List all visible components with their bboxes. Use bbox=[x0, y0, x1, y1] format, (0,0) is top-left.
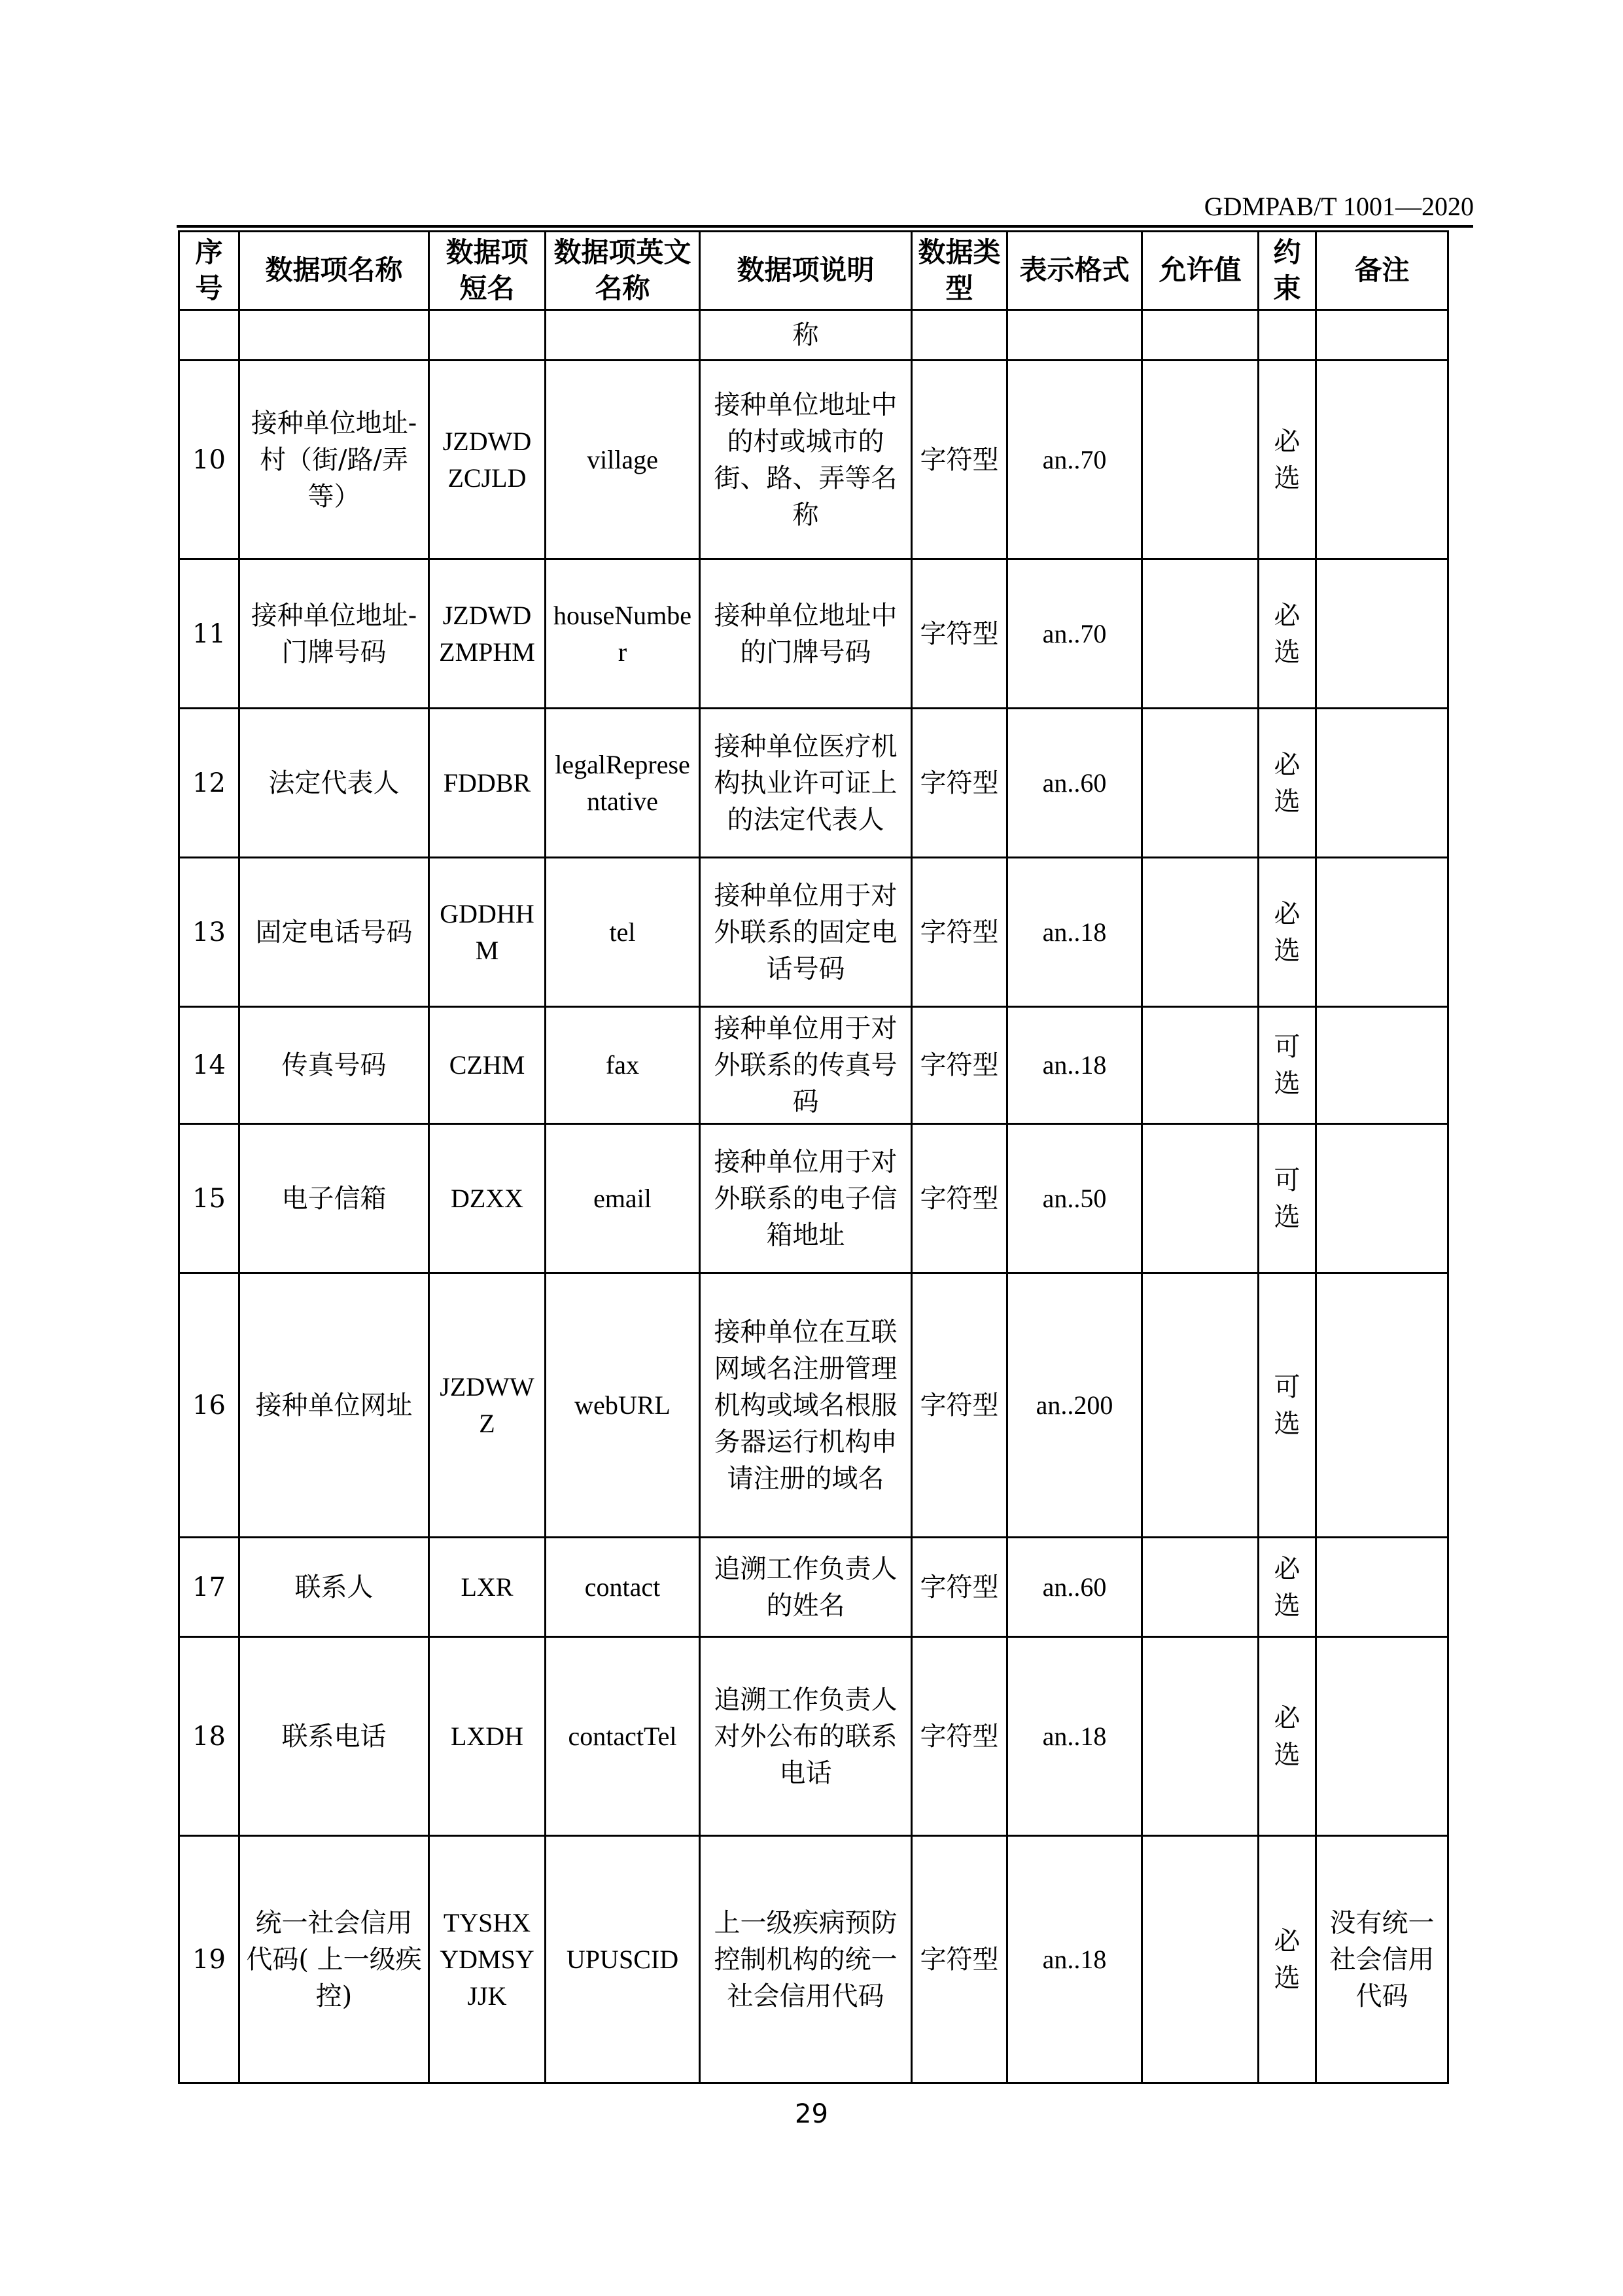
table-header-row bbox=[179, 232, 1448, 310]
page-number: 29 bbox=[795, 2099, 828, 2129]
header-constraint: 约束 bbox=[1259, 232, 1316, 310]
row-note bbox=[1316, 1273, 1448, 1538]
header-data-type: 数据类型 bbox=[912, 232, 1007, 310]
header-rule bbox=[177, 225, 1473, 228]
row-description: 追溯工作负责人的姓名 bbox=[700, 1538, 912, 1637]
table-row bbox=[179, 559, 1448, 709]
header-note: 备注 bbox=[1316, 232, 1448, 310]
header-description: 数据项说明 bbox=[700, 232, 912, 310]
row-format bbox=[1007, 310, 1142, 361]
row-name: 法定代表人 bbox=[239, 709, 429, 858]
row-short-name: GDDHHM bbox=[429, 858, 546, 1007]
row-description: 接种单位用于对外联系的传真号码 bbox=[700, 1007, 912, 1124]
row-description: 接种单位地址中的村或城市的街、路、弄等名称 bbox=[700, 361, 912, 559]
header-allowed-values: 允许值 bbox=[1142, 232, 1259, 310]
row-short-name: TYSHXYDMSYJJK bbox=[429, 1836, 546, 2083]
row-description: 追溯工作负责人对外公布的联系电话 bbox=[700, 1637, 912, 1836]
row-allowed-values bbox=[1142, 1836, 1259, 2083]
row-short-name: LXDH bbox=[429, 1637, 546, 1836]
row-english-name: fax bbox=[546, 1007, 700, 1124]
table-row bbox=[179, 858, 1448, 1007]
row-allowed-values bbox=[1142, 709, 1259, 858]
row-data-type: 字符型 bbox=[912, 709, 1007, 858]
row-data-type: 字符型 bbox=[912, 1273, 1007, 1538]
row-constraint: 可选 bbox=[1259, 1124, 1316, 1273]
row-seq: 13 bbox=[179, 858, 239, 1007]
row-constraint: 必选 bbox=[1259, 858, 1316, 1007]
row-constraint: 必选 bbox=[1259, 1836, 1316, 2083]
row-description: 接种单位在互联网域名注册管理机构或域名根服务器运行机构申请注册的域名 bbox=[700, 1273, 912, 1538]
row-data-type: 字符型 bbox=[912, 1007, 1007, 1124]
row-allowed-values bbox=[1142, 361, 1259, 559]
row-format: an..200 bbox=[1007, 1273, 1142, 1538]
row-constraint: 必选 bbox=[1259, 1637, 1316, 1836]
row-data-type: 字符型 bbox=[912, 1124, 1007, 1273]
row-short-name: FDDBR bbox=[429, 709, 546, 858]
row-data-type: 字符型 bbox=[912, 1538, 1007, 1637]
table-row bbox=[179, 1007, 1448, 1124]
row-name: 接种单位地址-门牌号码 bbox=[239, 559, 429, 709]
row-short-name: JZDWDZMPHM bbox=[429, 559, 546, 709]
row-name: 固定电话号码 bbox=[239, 858, 429, 1007]
row-name: 接种单位地址-村（街/路/弄等） bbox=[239, 361, 429, 559]
row-description: 接种单位医疗机构执业许可证上的法定代表人 bbox=[700, 709, 912, 858]
row-seq: 19 bbox=[179, 1836, 239, 2083]
row-data-type: 字符型 bbox=[912, 1637, 1007, 1836]
row-allowed-values bbox=[1142, 559, 1259, 709]
row-short-name: LXR bbox=[429, 1538, 546, 1637]
table-row bbox=[179, 1836, 1448, 2083]
row-format: an..50 bbox=[1007, 1124, 1142, 1273]
table-row bbox=[179, 1124, 1448, 1273]
row-seq: 18 bbox=[179, 1637, 239, 1836]
row-allowed-values bbox=[1142, 1273, 1259, 1538]
row-seq: 10 bbox=[179, 361, 239, 559]
table-row bbox=[179, 1273, 1448, 1538]
row-note bbox=[1316, 559, 1448, 709]
row-short-name: CZHM bbox=[429, 1007, 546, 1124]
row-note bbox=[1316, 361, 1448, 559]
row-note bbox=[1316, 858, 1448, 1007]
row-seq: 16 bbox=[179, 1273, 239, 1538]
row-english-name: UPUSCID bbox=[546, 1836, 700, 2083]
table-row bbox=[179, 1538, 1448, 1637]
row-format: an..18 bbox=[1007, 858, 1142, 1007]
row-allowed-values bbox=[1142, 1637, 1259, 1836]
row-seq: 11 bbox=[179, 559, 239, 709]
row-constraint bbox=[1259, 310, 1316, 361]
row-name: 联系电话 bbox=[239, 1637, 429, 1836]
row-constraint: 必选 bbox=[1259, 1538, 1316, 1637]
row-seq: 12 bbox=[179, 709, 239, 858]
row-allowed-values bbox=[1142, 310, 1259, 361]
table-row bbox=[179, 361, 1448, 559]
row-allowed-values bbox=[1142, 1124, 1259, 1273]
row-constraint: 必选 bbox=[1259, 709, 1316, 858]
header-format: 表示格式 bbox=[1007, 232, 1142, 310]
row-constraint: 可选 bbox=[1259, 1007, 1316, 1124]
row-short-name: JZDWDZCJLD bbox=[429, 361, 546, 559]
row-seq: 15 bbox=[179, 1124, 239, 1273]
row-format: an..18 bbox=[1007, 1836, 1142, 2083]
row-description: 接种单位地址中的门牌号码 bbox=[700, 559, 912, 709]
row-note bbox=[1316, 1538, 1448, 1637]
row-name: 统一社会信用代码( 上一级疾控) bbox=[239, 1836, 429, 2083]
row-english-name: village bbox=[546, 361, 700, 559]
row-constraint: 可选 bbox=[1259, 1273, 1316, 1538]
row-description: 接种单位用于对外联系的固定电话号码 bbox=[700, 858, 912, 1007]
table-row bbox=[179, 310, 1448, 361]
row-allowed-values bbox=[1142, 1538, 1259, 1637]
row-english-name: webURL bbox=[546, 1273, 700, 1538]
table-row bbox=[179, 709, 1448, 858]
row-name: 电子信箱 bbox=[239, 1124, 429, 1273]
row-note bbox=[1316, 1124, 1448, 1273]
row-description: 接种单位用于对外联系的电子信箱地址 bbox=[700, 1124, 912, 1273]
row-description: 称 bbox=[700, 310, 912, 361]
row-data-type: 字符型 bbox=[912, 559, 1007, 709]
table-row bbox=[179, 1637, 1448, 1836]
row-data-type: 字符型 bbox=[912, 361, 1007, 559]
row-format: an..18 bbox=[1007, 1637, 1142, 1836]
row-note bbox=[1316, 709, 1448, 858]
row-format: an..70 bbox=[1007, 559, 1142, 709]
row-name: 接种单位网址 bbox=[239, 1273, 429, 1538]
row-note bbox=[1316, 1007, 1448, 1124]
row-note bbox=[1316, 310, 1448, 361]
row-note bbox=[1316, 1637, 1448, 1836]
row-format: an..70 bbox=[1007, 361, 1142, 559]
row-english-name bbox=[546, 310, 700, 361]
header-english-name: 数据项英文名称 bbox=[546, 232, 700, 310]
row-data-type: 字符型 bbox=[912, 1836, 1007, 2083]
row-constraint: 必选 bbox=[1259, 361, 1316, 559]
row-seq: 14 bbox=[179, 1007, 239, 1124]
row-description: 上一级疾病预防控制机构的统一社会信用代码 bbox=[700, 1836, 912, 2083]
data-item-table bbox=[178, 230, 1449, 2084]
row-seq: 17 bbox=[179, 1538, 239, 1637]
header-name: 数据项名称 bbox=[239, 232, 429, 310]
row-short-name bbox=[429, 310, 546, 361]
row-name: 联系人 bbox=[239, 1538, 429, 1637]
row-english-name: tel bbox=[546, 858, 700, 1007]
row-format: an..18 bbox=[1007, 1007, 1142, 1124]
row-format: an..60 bbox=[1007, 709, 1142, 858]
row-data-type bbox=[912, 310, 1007, 361]
row-english-name: contactTel bbox=[546, 1637, 700, 1836]
row-english-name: email bbox=[546, 1124, 700, 1273]
row-english-name: legalRepresentative bbox=[546, 709, 700, 858]
row-constraint: 必选 bbox=[1259, 559, 1316, 709]
row-english-name: contact bbox=[546, 1538, 700, 1637]
row-allowed-values bbox=[1142, 858, 1259, 1007]
document-code: GDMPAB/T 1001—2020 bbox=[1204, 192, 1474, 221]
row-note: 没有统一社会信用代码 bbox=[1316, 1836, 1448, 2083]
row-short-name: DZXX bbox=[429, 1124, 546, 1273]
row-format: an..60 bbox=[1007, 1538, 1142, 1637]
header-seq: 序号 bbox=[179, 232, 239, 310]
row-short-name: JZDWWZ bbox=[429, 1273, 546, 1538]
row-allowed-values bbox=[1142, 1007, 1259, 1124]
row-name: 传真号码 bbox=[239, 1007, 429, 1124]
row-seq bbox=[179, 310, 239, 361]
header-short-name: 数据项短名 bbox=[429, 232, 546, 310]
row-name bbox=[239, 310, 429, 361]
row-english-name: houseNumber bbox=[546, 559, 700, 709]
row-data-type: 字符型 bbox=[912, 858, 1007, 1007]
